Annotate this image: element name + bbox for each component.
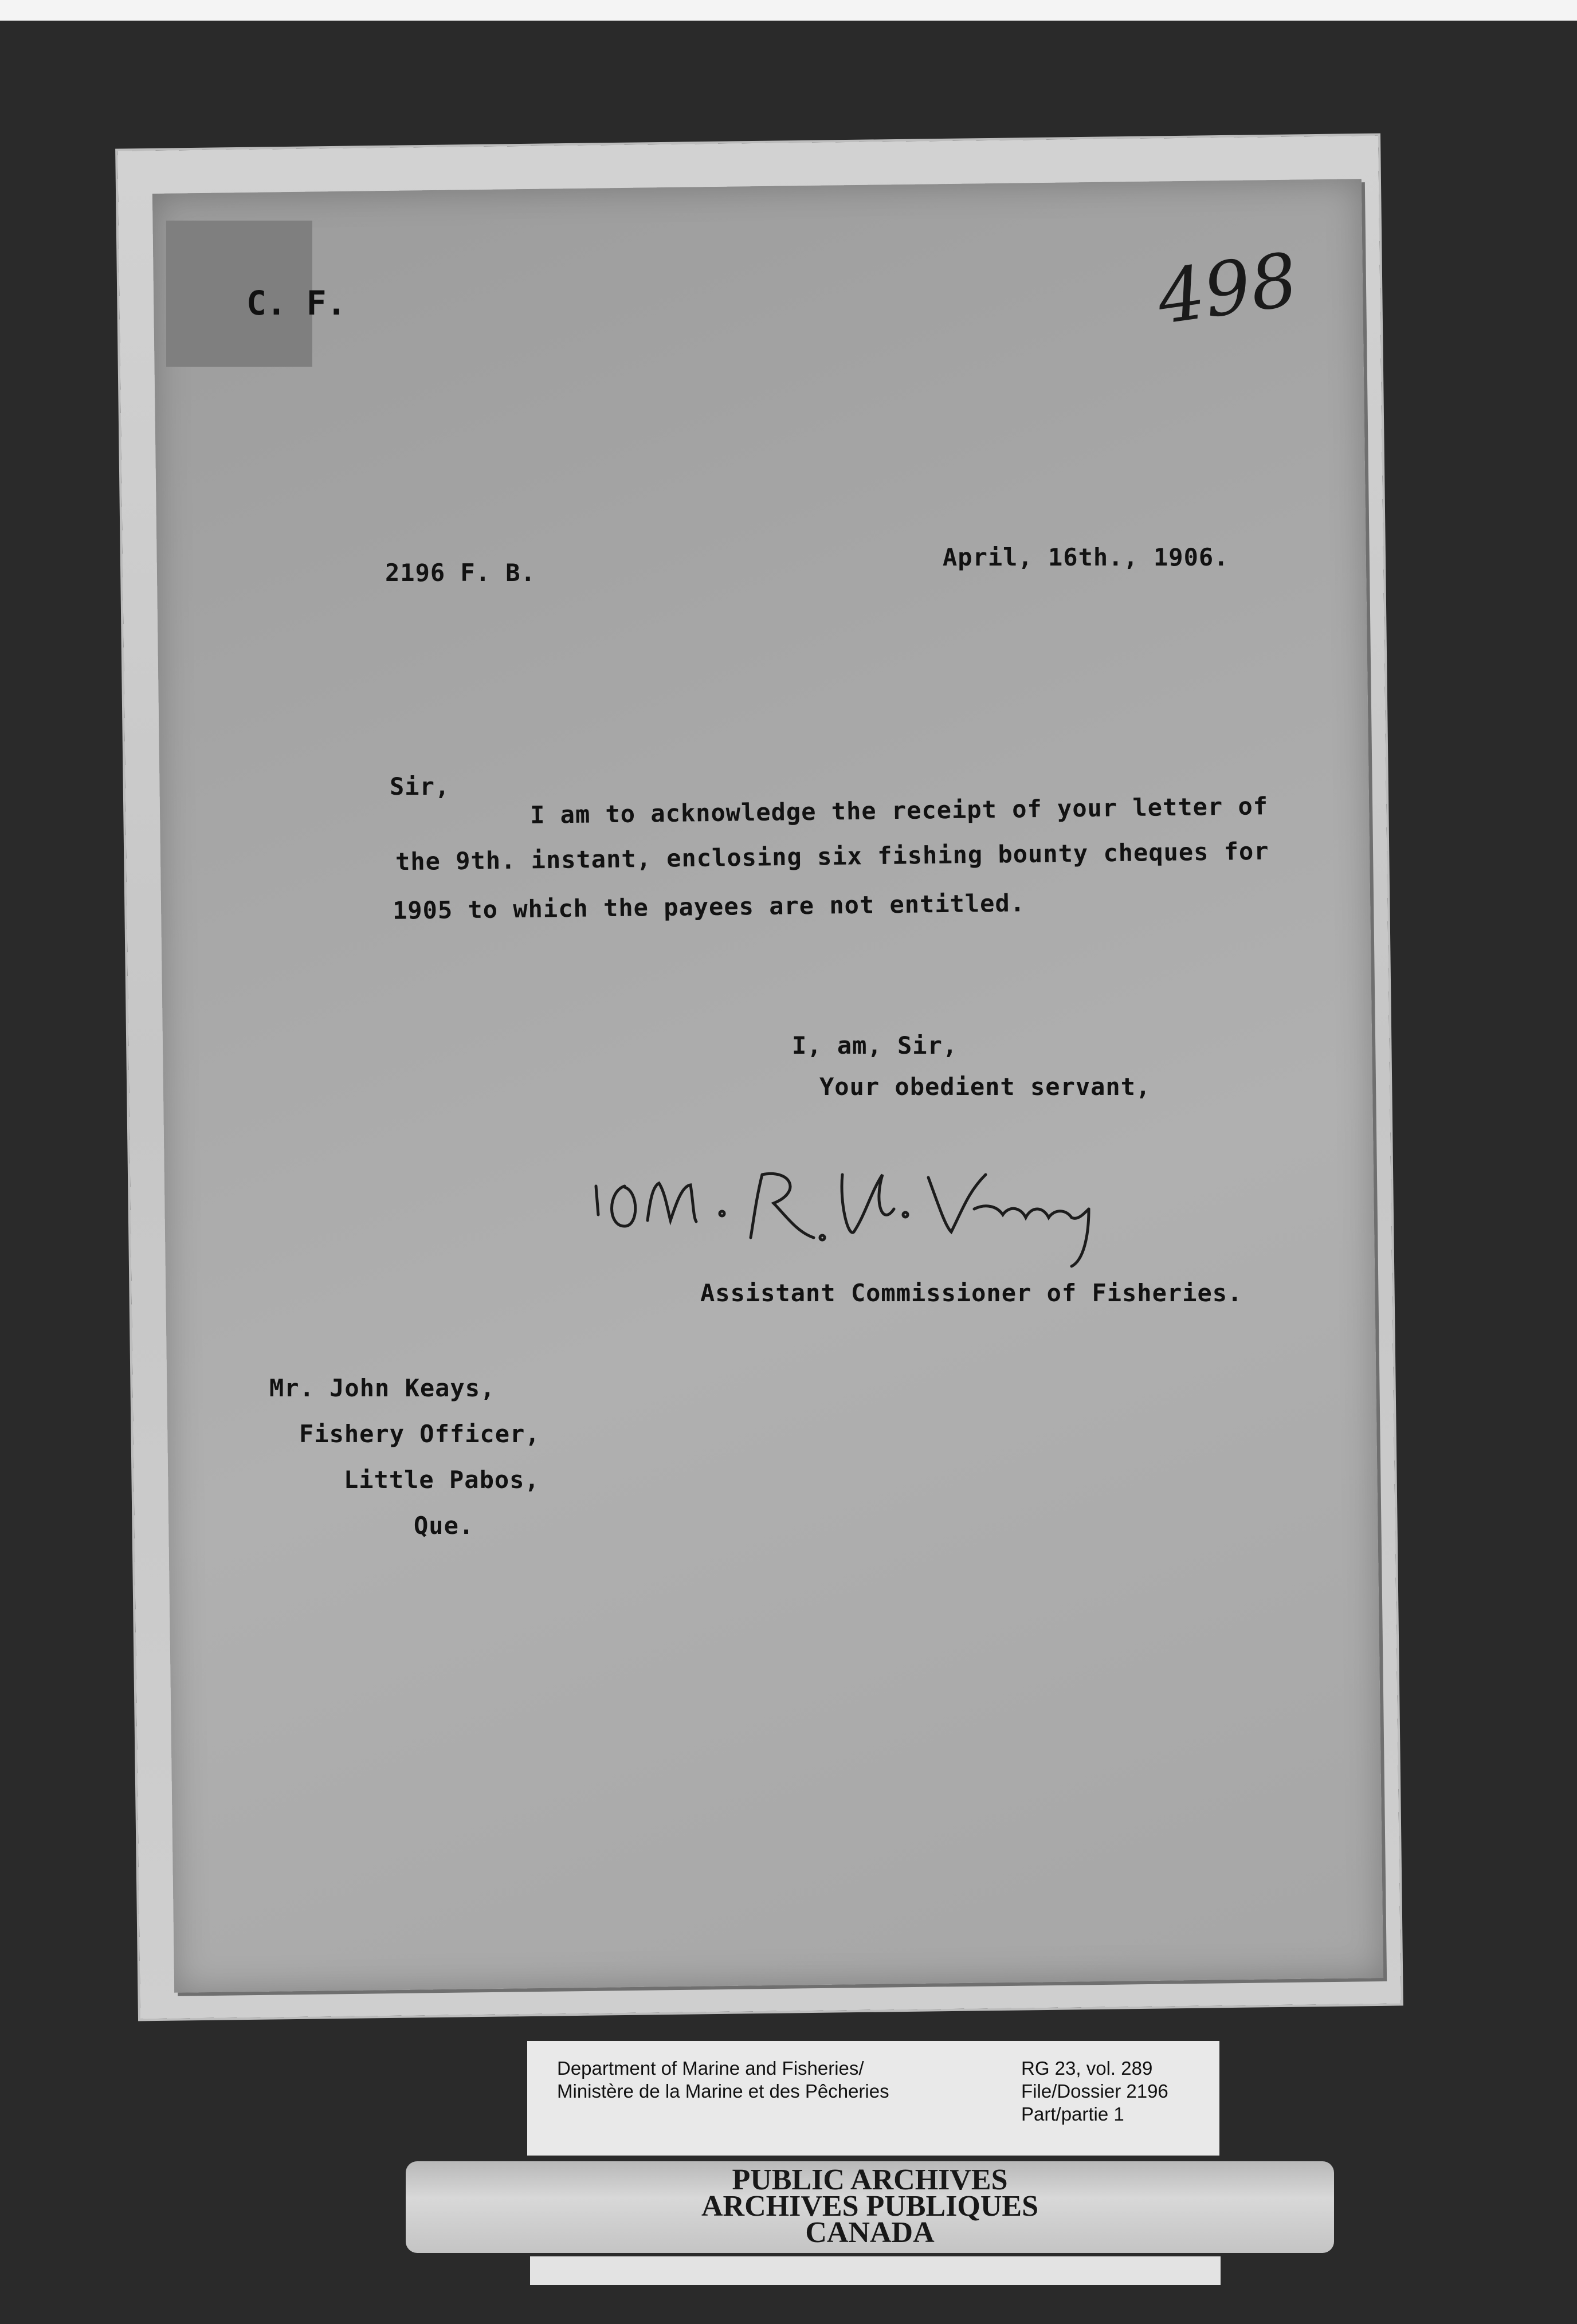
body-line-2: the 9th. instant, enclosing six fishing bounty cheques for — [395, 837, 1269, 876]
file-reference: 2196 F. B. — [385, 559, 536, 587]
closing-line-1: I, am, Sir, — [792, 1031, 958, 1059]
recipient-position: Fishery Officer, — [299, 1420, 540, 1448]
recipient-name: Mr. John Keays, — [269, 1374, 496, 1402]
archive-label — [527, 2041, 1219, 2156]
top-margin-strip — [0, 0, 1577, 21]
folio-number: 498 — [1152, 237, 1303, 341]
body-line-3: 1905 to which the payees are not entitled. — [392, 889, 1026, 925]
recipient-province: Que. — [414, 1512, 474, 1540]
department-fr: Ministère de la Marine et des Pêcheries — [557, 2080, 889, 2102]
corner-mark: C. F. — [246, 284, 347, 323]
letter-sheet — [152, 179, 1383, 1993]
stamp-line-1: PUBLIC ARCHIVES — [732, 2164, 1008, 2196]
stamp-line-2: ARCHIVES PUBLIQUES — [701, 2190, 1039, 2223]
record-group: RG 23, vol. 289 — [1021, 2058, 1153, 2079]
part-partie: Part/partie 1 — [1021, 2103, 1124, 2125]
department-en: Department of Marine and Fisheries/ — [557, 2058, 864, 2079]
letter-date: April, 16th., 1906. — [943, 543, 1229, 571]
archives-stamp — [406, 2161, 1334, 2253]
bottom-label-strip — [530, 2256, 1221, 2285]
handwritten-signature — [584, 1152, 1112, 1278]
recipient-place: Little Pabos, — [344, 1466, 540, 1494]
body-line-1: I am to acknowledge the receipt of your letter of — [529, 792, 1269, 829]
signatory-title: Assistant Commissioner of Fisheries. — [700, 1279, 1243, 1307]
file-dossier: File/Dossier 2196 — [1021, 2080, 1168, 2102]
salutation: Sir, — [390, 772, 450, 800]
stamp-line-3: CANADA — [805, 2216, 935, 2249]
closing-line-2: Your obedient servant, — [819, 1073, 1151, 1101]
